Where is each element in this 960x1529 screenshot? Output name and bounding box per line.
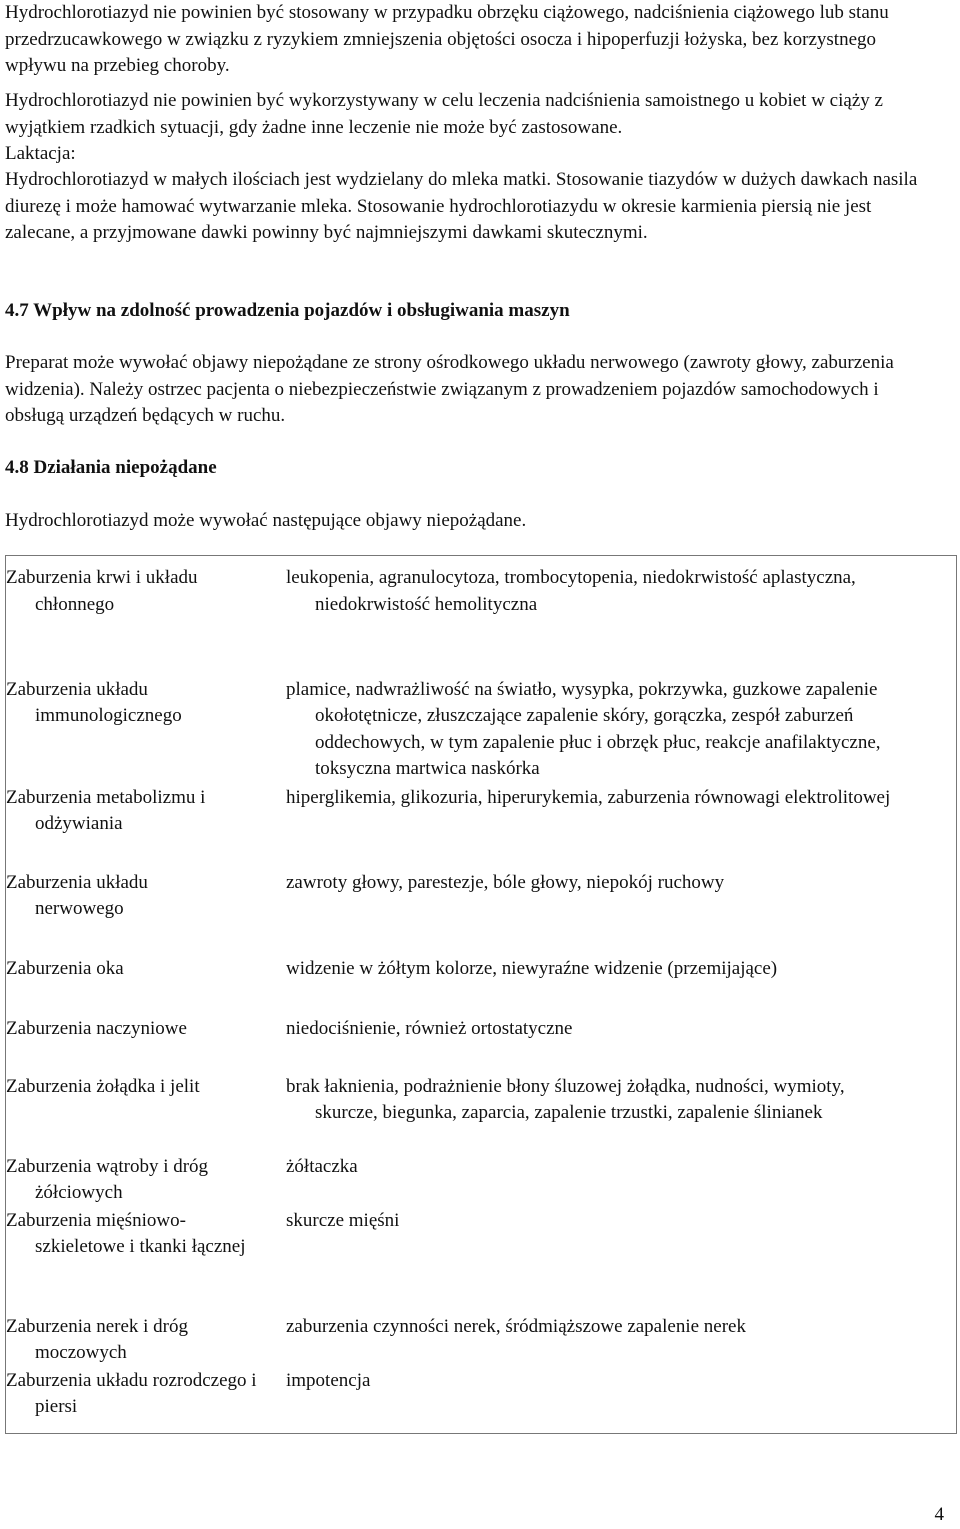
table-row [6, 1208, 957, 1314]
system-organ-class: Zaburzenia mięśniowo-szkieletowe i tkanki łącznej [6, 1209, 246, 1257]
adverse-effects: zaburzenia czynności nerek, śródmiąższowe zapalenie nerek [286, 1315, 746, 1337]
page-number: 4 [934, 1504, 944, 1525]
adverse-effects: żółtaczka [286, 1155, 358, 1177]
adverse-effects: skurcze mięśni [286, 1209, 400, 1231]
system-organ-class: Zaburzenia żołądka i jelit [6, 1075, 200, 1097]
table-row [6, 785, 957, 870]
table-row [6, 675, 957, 785]
adverse-effects: plamice, nadwrażliwość na światło, wysypka, pokrzywka, guzkowe zapalenie okołotętnicze, złuszczające zapalenie skóry, gorączka, zespół zaburzeń oddechowych, w tym zapalenie płuc i obrzęk płuc, reakcje anafilaktyczne, toksyczna martwica naskórka [286, 678, 881, 779]
system-organ-class: Zaburzenia układu immunologicznego [6, 678, 182, 726]
table-row [6, 1074, 957, 1154]
adverse-effects-table [5, 555, 957, 1434]
section-4-8-heading: 4.8 Działania niepożądane [5, 457, 217, 478]
system-organ-class: Zaburzenia oka [6, 957, 124, 979]
lactation-label: Laktacja: [5, 143, 76, 164]
adverse-effects: zawroty głowy, parestezje, bóle głowy, niepokój ruchowy [286, 871, 725, 893]
adverse-effects: hiperglikemia, glikozuria, hiperurykemia, zaburzenia równowagi elektrolitowej [286, 786, 891, 808]
table-row [6, 556, 957, 675]
adverse-effects: widzenie w żółtym kolorze, niewyraźne widzenie (przemijające) [286, 957, 778, 979]
lactation-paragraph: Hydrochlorotiazyd w małych ilościach jest wydzielany do mleka matki. Stosowanie tiazydów w dużych dawkach nasila diurezę i może hamować wytwarzanie mleka. Stosowanie hydrochlorotiazydu w okresie karmienia piersią nie jest zalecane, a przyjmowane dawki powinny być najmniejszymi dawkami skutecznymi. [5, 169, 918, 243]
system-organ-class: Zaburzenia wątroby i dróg żółciowych [6, 1155, 209, 1203]
system-organ-class: Zaburzenia krwi i układu chłonnego [6, 567, 198, 615]
section-4-8-body: Hydrochlorotiazyd może wywołać następujące objawy niepożądane. [5, 510, 527, 531]
pregnancy-paragraph-2: Hydrochlorotiazyd nie powinien być wykorzystywany w celu leczenia nadciśnienia samoistnego u kobiet w ciąży z wyjątkiem rzadkich sytuacji, gdy żadne inne leczenie nie może być zastosowane. [5, 90, 883, 138]
section-4-7-body: Preparat może wywołać objawy niepożądane ze strony ośrodkowego układu nerwowego (zawroty głowy, zaburzenia widzenia). Należy ostrzec pacjenta o niebezpieczeństwie związanym z prowadzeniem pojazdów samochodowych i obsługą urządzeń będących w ruchu. [5, 352, 894, 426]
system-organ-class: Zaburzenia nerek i dróg moczowych [6, 1315, 188, 1363]
adverse-effects: brak łaknienia, podrażnienie błony śluzowej żołądka, nudności, wymioty, skurcze, biegunka, zaparcia, zapalenie trzustki, zapalenie ślinianek [286, 1075, 845, 1123]
table-row [6, 956, 957, 1016]
adverse-effects: leukopenia, agranulocytoza, trombocytopenia, niedokrwistość aplastyczna, niedokrwistość hemolityczna [286, 567, 856, 615]
adverse-effects: niedociśnienie, również ortostatyczne [286, 1017, 573, 1039]
adverse-effects: impotencja [286, 1369, 371, 1391]
system-organ-class: Zaburzenia naczyniowe [6, 1017, 187, 1039]
section-4-7-heading: 4.7 Wpływ na zdolność prowadzenia pojazdów i obsługiwania maszyn [5, 300, 570, 321]
table-row [6, 1016, 957, 1074]
system-organ-class: Zaburzenia metabolizmu i odżywiania [6, 786, 206, 834]
table-row [6, 1154, 957, 1208]
pregnancy-paragraph-1: Hydrochlorotiazyd nie powinien być stosowany w przypadku obrzęku ciążowego, nadciśnienia ciążowego lub stanu przedrzucawkowego w związku z ryzykiem zmniejszenia objętości osocza i hipoperfuzji łożyska, bez korzystnego wpływu na przebieg choroby. [5, 2, 889, 76]
system-organ-class: Zaburzenia układu nerwowego [6, 871, 148, 919]
table-row [6, 1368, 957, 1434]
table-row [6, 1314, 957, 1368]
table-row [6, 870, 957, 956]
system-organ-class: Zaburzenia układu rozrodczego i piersi [6, 1369, 257, 1417]
